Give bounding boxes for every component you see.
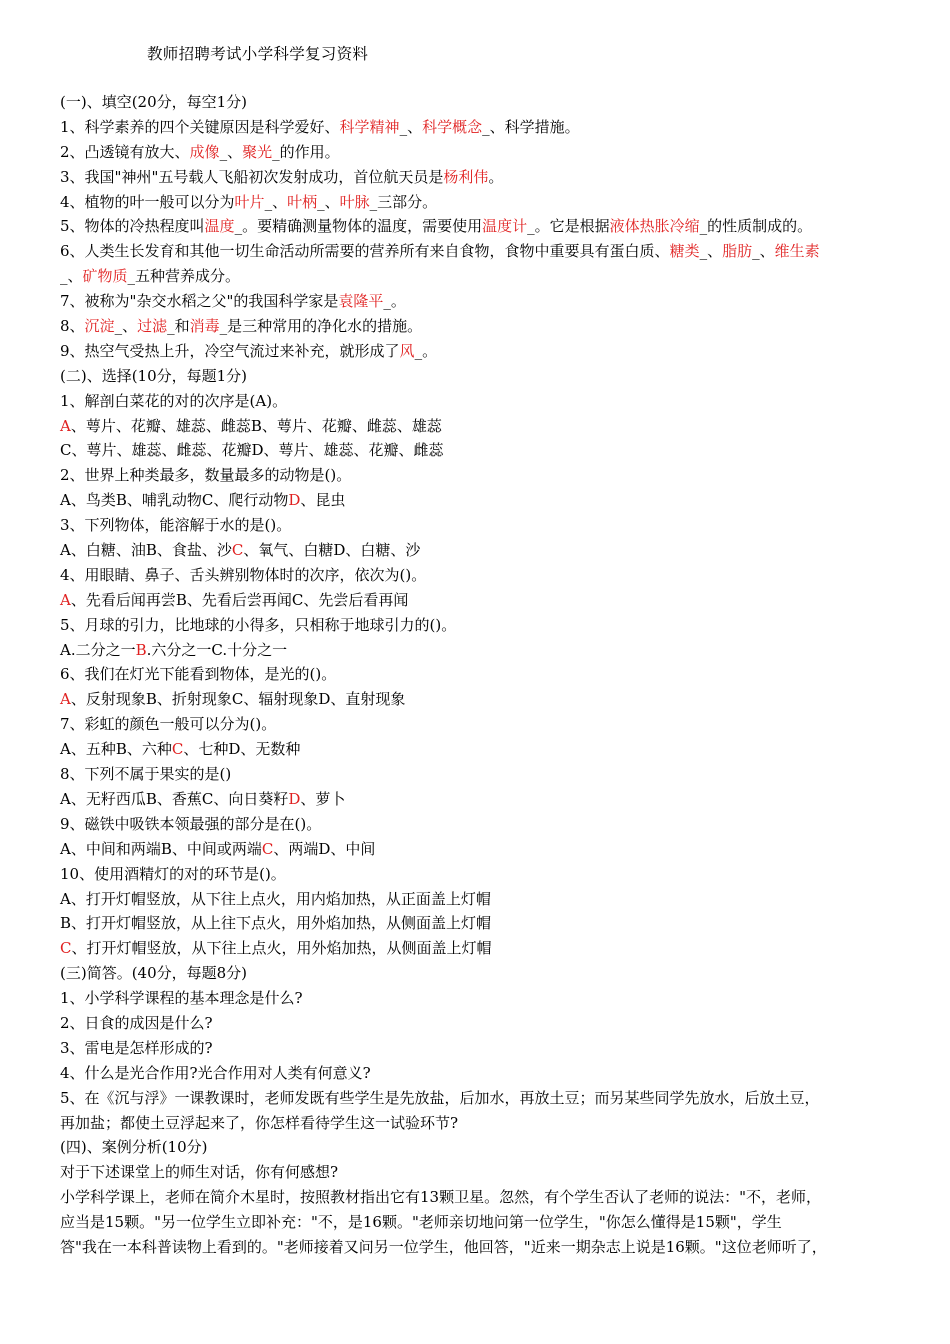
text-line (60, 862, 912, 887)
line-text: _。它是根据 (527, 217, 610, 236)
line-text: 。 (488, 167, 504, 186)
answer-text: C (60, 939, 72, 958)
text-line (60, 364, 912, 389)
text-line (60, 190, 912, 215)
line-text: _的作用。 (272, 142, 340, 161)
text-line (60, 488, 912, 513)
text-line (60, 812, 912, 837)
line-text: .六分之一C.十分之一 (146, 640, 288, 659)
line-text: 6、我们在灯光下能看到物体，是光的()。 (60, 665, 337, 684)
line-text: 3、雷电是怎样形成的? (60, 1038, 213, 1057)
answer-text: 杨利伟 (443, 167, 489, 186)
line-text: _。 (414, 341, 438, 360)
line-text: A、无籽西瓜B、香蕉C、向日葵籽 (60, 789, 289, 808)
line-text: 、七种D、无数种 (183, 740, 301, 759)
line-text: 4、用眼睛、鼻子、舌头辨别物体时的次序，依次为()。 (60, 565, 427, 584)
text-line (60, 1160, 912, 1185)
answer-text: 科学精神 (339, 117, 400, 136)
text-line (60, 513, 912, 538)
answer-text: 成像 (189, 142, 220, 161)
document-title: 教师招聘考试小学科学复习资料 (147, 45, 369, 63)
line-text: 7、被称为"杂交水稻之父"的我国科学家是 (60, 292, 339, 311)
line-text: A、五种B、六种 (60, 740, 172, 759)
text-line (60, 762, 912, 787)
text-line (60, 1061, 912, 1086)
text-line (60, 911, 912, 936)
answer-text: A (60, 590, 71, 609)
line-text: 、先看后闻再尝B、先看后尝再闻C、先尝后看再闻 (70, 590, 409, 609)
line-text: _、 (60, 267, 83, 286)
answer-text: C (261, 839, 274, 858)
answer-text: 沉淀 (84, 317, 115, 336)
line-text: 再加盐；都使土豆浮起来了，你怎样看待学生这一试验环节? (60, 1113, 459, 1132)
text-line (60, 140, 912, 165)
answer-text: 叶柄 (287, 192, 318, 211)
text-line (60, 986, 912, 1011)
line-text: _。 (383, 292, 406, 311)
answer-text: D (288, 789, 301, 808)
answer-text: 维生素 (774, 242, 820, 261)
text-line (60, 1086, 912, 1111)
line-text: 、萝卜 (300, 789, 346, 808)
answer-text: B (135, 640, 147, 659)
answer-text: 液体热胀冷缩 (609, 217, 700, 236)
line-text: A、鸟类B、哺乳动物C、爬行动物 (60, 491, 289, 510)
text-line (60, 563, 912, 588)
text-line (60, 1210, 912, 1235)
answer-text: A (60, 416, 71, 435)
line-text: _、 (219, 142, 243, 161)
line-text: _、 (752, 242, 775, 261)
line-text: 3、我国"神州"五号载人飞船初次发射成功，首位航天员是 (60, 167, 444, 186)
answer-text: 脂肪 (722, 242, 753, 261)
text-line (60, 712, 912, 737)
answer-text: 聚光 (242, 142, 273, 161)
line-text: _和 (167, 317, 190, 336)
line-text: 2、凸透镜有放大、 (60, 142, 190, 161)
text-line (60, 887, 912, 912)
line-text: _、 (317, 192, 340, 211)
text-line (60, 737, 912, 762)
line-text: _、 (264, 192, 288, 211)
answer-text: 温度 (204, 217, 235, 236)
line-text: 、昆虫 (300, 491, 346, 510)
line-text: 5、物体的冷热程度叫 (60, 217, 205, 236)
line-text: 9、磁铁中吸铁本领最强的部分是在()。 (60, 814, 322, 833)
answer-text: C (171, 740, 184, 759)
answer-text: D (288, 491, 301, 510)
answer-text: 叶片 (234, 192, 265, 211)
line-text: 1、解剖白菜花的对的次序是(A)。 (60, 391, 288, 410)
text-line (60, 638, 912, 663)
text-line (60, 339, 912, 364)
answer-text: 温度计 (482, 217, 528, 236)
text-line (60, 936, 912, 961)
answer-text: 袁隆平 (338, 292, 384, 311)
answer-text: A (60, 690, 71, 709)
line-text: 9、热空气受热上升，冷空气流过来补充，就形成了 (60, 341, 400, 360)
line-text: 、氧气、白糖D、白糖、沙 (243, 541, 421, 560)
line-text: 1、小学科学课程的基本理念是什么? (60, 989, 303, 1008)
line-text: B、打开灯帽竖放，从上往下点火，用外焰加热，从侧面盖上灯帽 (60, 914, 492, 933)
line-text: 答"我在一本科普读物上看到的。"老师接着又问另一位学生，他回答，"近来一期杂志上说是16颗。"这位老师听了， (60, 1237, 827, 1256)
text-line (60, 414, 912, 439)
line-text: _、 (114, 317, 138, 336)
line-text: 10、使用酒精灯的对的环节是()。 (60, 864, 286, 883)
line-text: (一)、填空(20分，每空1分) (60, 93, 248, 111)
text-line (60, 389, 912, 414)
line-text: 8、下列不属于果实的是() (60, 765, 232, 784)
line-text: _三部分。 (369, 192, 438, 211)
line-text: 1、科学素养的四个关键原因是科学爱好、 (60, 117, 340, 136)
line-text: A、打开灯帽竖放，从下往上点火，用内焰加热，从正面盖上灯帽 (60, 889, 491, 908)
line-text: _、 (399, 117, 423, 136)
line-text: A、白糖、油B、食盐、沙 (60, 541, 232, 560)
text-line (60, 90, 912, 115)
line-text: _、科学措施。 (482, 117, 580, 136)
line-text: A、中间和两端B、中间或两端 (60, 839, 262, 858)
text-line (60, 264, 912, 289)
line-text: 8、 (60, 317, 85, 336)
line-text: _五种营养成分。 (127, 267, 241, 286)
text-line (60, 961, 912, 986)
text-line (60, 1111, 912, 1136)
line-text: 5、月球的引力，比地球的小得多，只相称于地球引力的()。 (60, 615, 457, 634)
text-line (60, 687, 912, 712)
line-text: 4、植物的叶一般可以分为 (60, 192, 235, 211)
line-text: 应当是15颗。"另一位学生立即补充："不，是16颗。"老师亲切地问第一位学生，"你怎么懂得是15颗"，学生 (60, 1213, 782, 1232)
line-text: C、萼片、雄蕊、雌蕊、花瓣D、萼片、雄蕊、花瓣、雌蕊 (60, 441, 444, 460)
text-line (60, 662, 912, 687)
text-line (60, 214, 912, 239)
answer-text: 矿物质 (82, 267, 128, 286)
text-line (60, 787, 912, 812)
line-text: A.二分之一 (60, 640, 136, 659)
line-text: 3、下列物体，能溶解于水的是()。 (60, 516, 292, 535)
line-text: 对于下述课堂上的师生对话，你有何感想? (60, 1163, 339, 1182)
line-text: 、萼片、花瓣、雄蕊、雌蕊B、萼片、花瓣、雌蕊、雄蕊 (70, 416, 442, 435)
answer-text: 叶脉 (339, 192, 370, 211)
document-body (60, 90, 912, 1260)
line-text: (三)简答。(40分，每题8分) (60, 964, 248, 983)
answer-text: 科学概念 (422, 117, 483, 136)
text-line (60, 289, 912, 314)
text-line (60, 588, 912, 613)
line-text: 、两端D、中间 (273, 839, 376, 858)
answer-text: 过滤 (137, 317, 168, 336)
text-line (60, 314, 912, 339)
line-text: _、 (699, 242, 723, 261)
line-text: (二)、选择(10分，每题1分) (60, 366, 248, 385)
line-text: _。要精确测量物体的温度，需要使用 (234, 217, 483, 236)
text-line (60, 1011, 912, 1036)
line-text: 4、什么是光合作用?光合作用对人类有何意义? (60, 1063, 371, 1082)
text-line (60, 438, 912, 463)
line-text: 6、人类生长发育和其他一切生命活动所需要的营养所有来自食物，食物中重要具有蛋白质、 (60, 242, 670, 261)
line-text: 小学科学课上，老师在简介木星时，按照教材指出它有13颗卫星。忽然，有个学生否认了老师的说法："不，老师， (60, 1188, 821, 1207)
text-line (60, 837, 912, 862)
text-line (60, 115, 912, 140)
line-text: 2、日食的成因是什么? (60, 1013, 213, 1032)
text-line (60, 538, 912, 563)
text-line (60, 165, 912, 190)
line-text: 、反射现象B、折射现象C、辐射现象D、直射现象 (70, 690, 406, 709)
text-line (60, 613, 912, 638)
text-line (60, 1036, 912, 1061)
text-line (60, 1135, 912, 1160)
line-text: 7、彩虹的颜色一般可以分为()。 (60, 715, 277, 734)
text-line (60, 1185, 912, 1210)
answer-text: C (231, 541, 244, 560)
line-text: _是三种常用的净化水的措施。 (219, 317, 423, 336)
line-text: 2、世界上种类最多，数量最多的动物是()。 (60, 466, 352, 485)
text-line (60, 1235, 912, 1260)
text-line (60, 239, 912, 264)
line-text: 、打开灯帽竖放，从下往上点火，用外焰加热，从侧面盖上灯帽 (71, 939, 492, 958)
answer-text: 糖类 (669, 242, 700, 261)
answer-text: 风 (399, 341, 415, 360)
line-text: _的性质制成的。 (699, 217, 813, 236)
answer-text: 消毒 (189, 317, 220, 336)
line-text: 5、在《沉与浮》一课教课时，老师发既有些学生是先放盐，后加水，再放土豆；而另某些同学先放水，后放土豆， (60, 1088, 820, 1107)
text-line (60, 463, 912, 488)
line-text: (四)、案例分析(10分) (60, 1138, 208, 1157)
